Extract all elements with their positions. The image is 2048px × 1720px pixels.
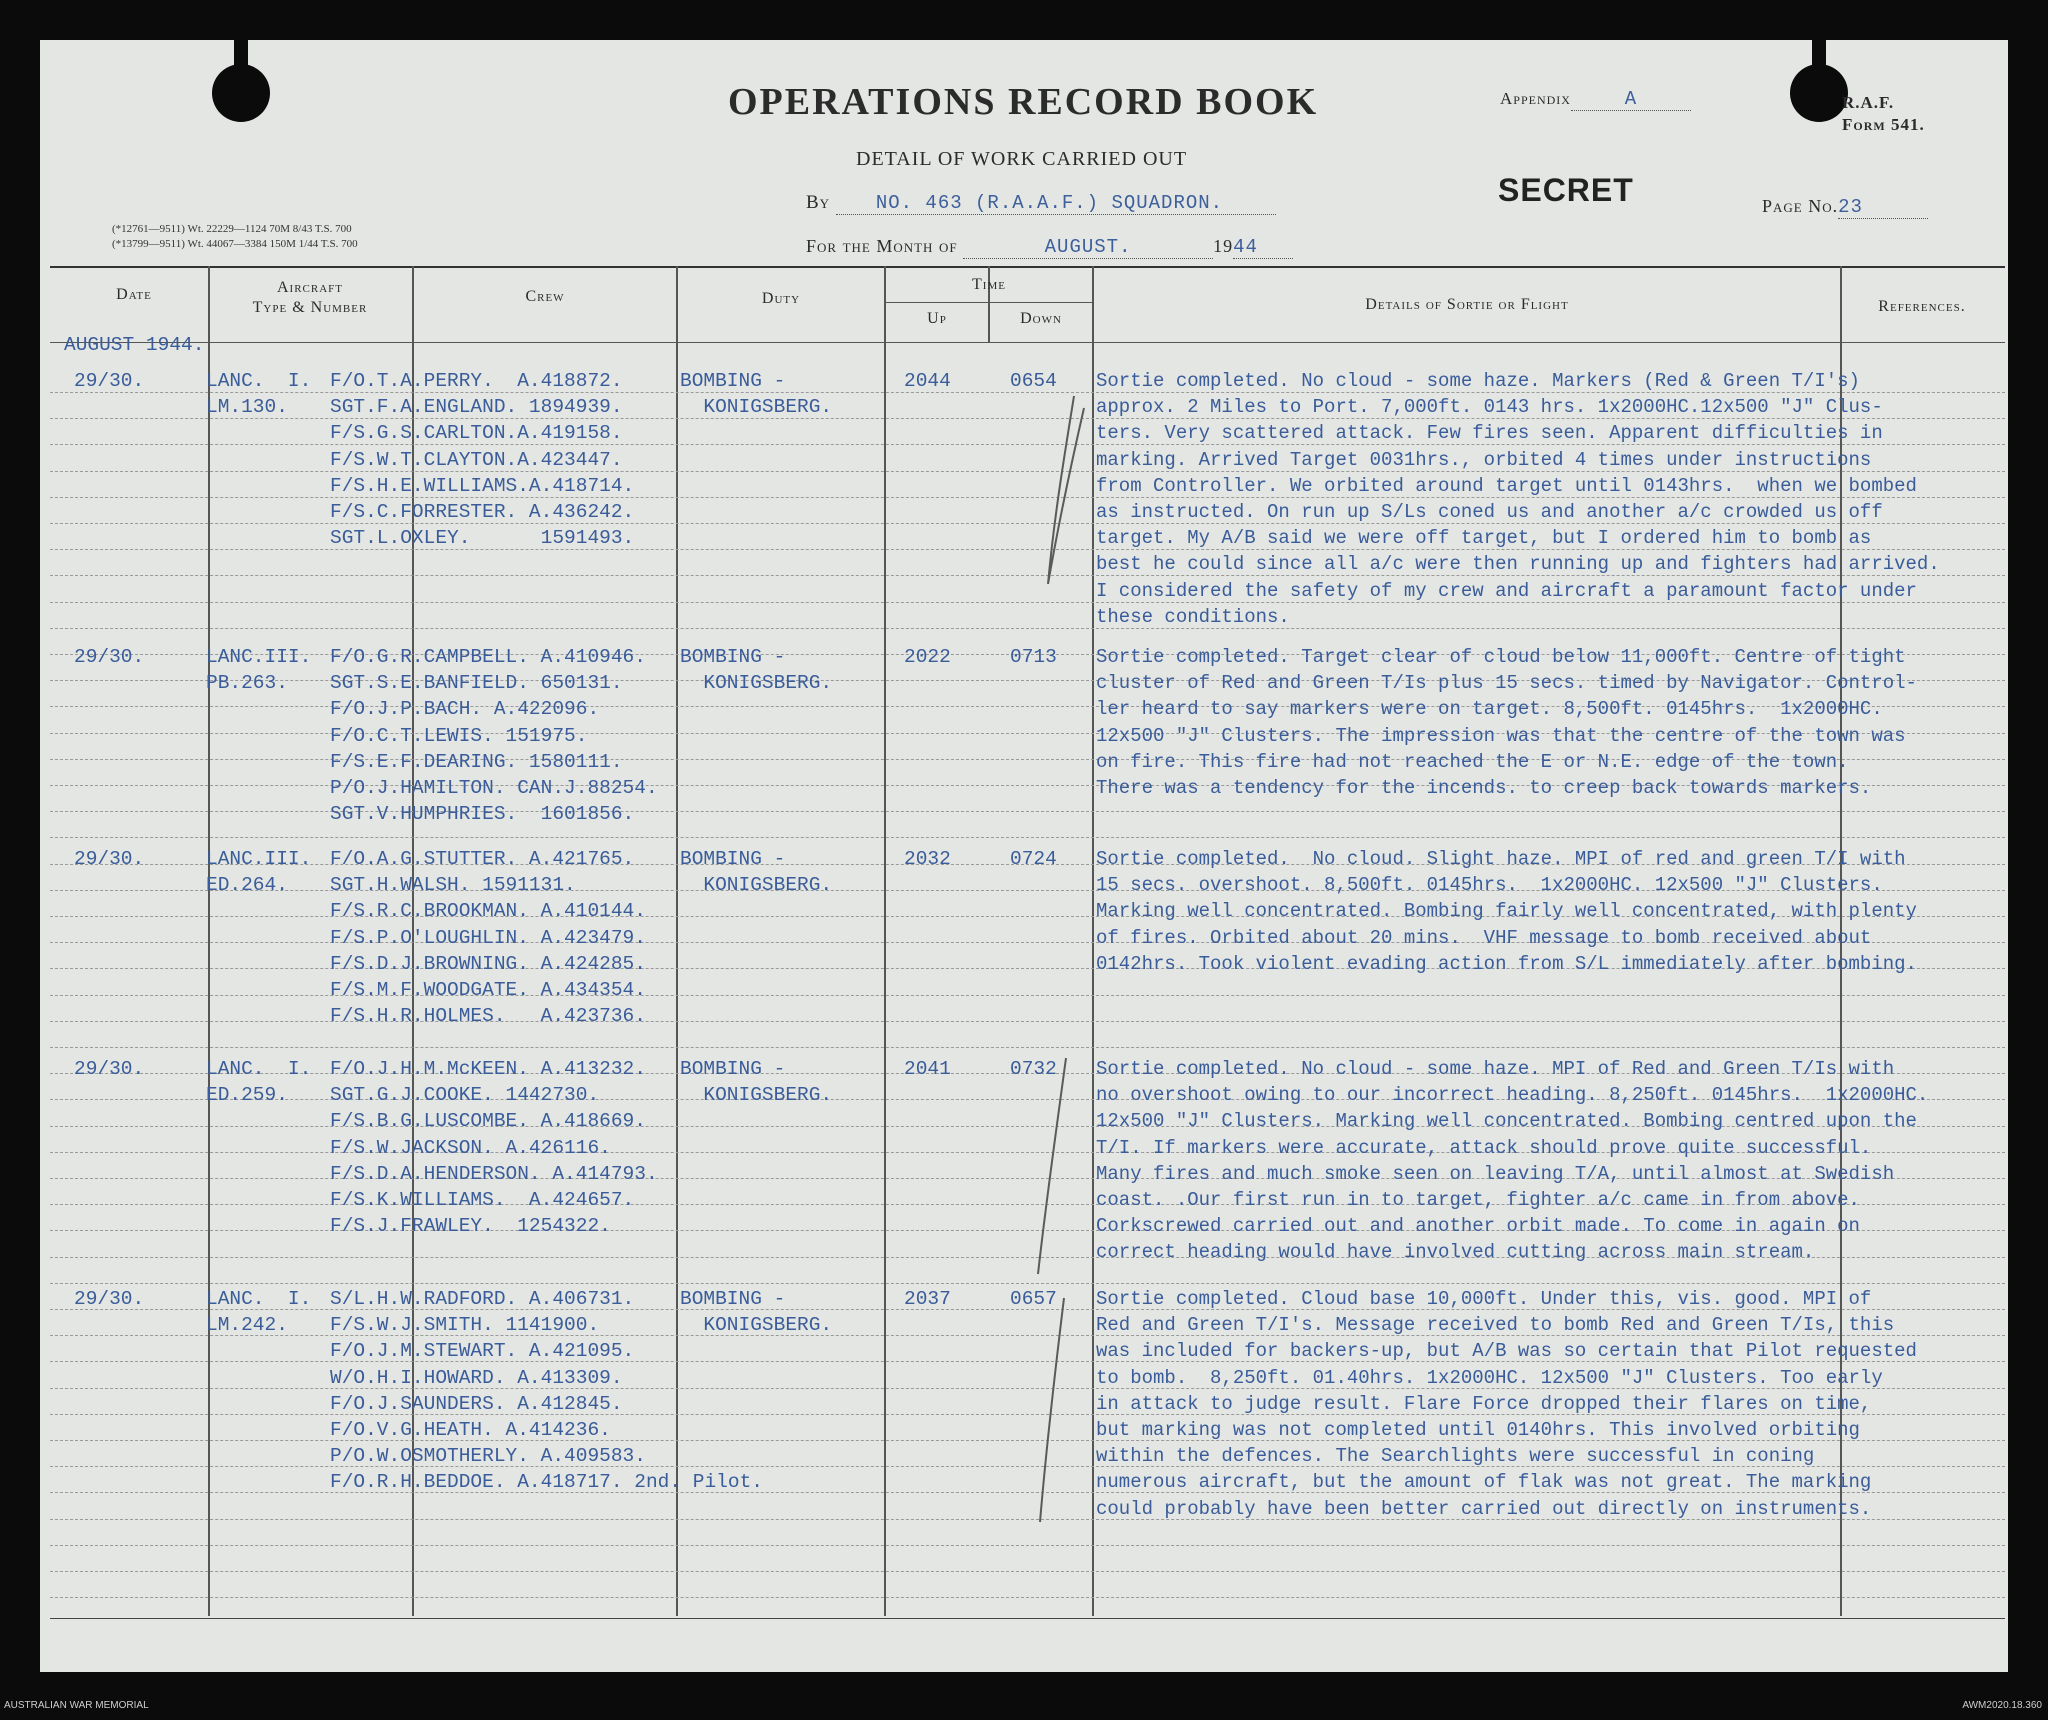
pencil-stroke (1032, 1290, 1072, 1530)
col-time: Time (972, 276, 1006, 293)
entry-up: 2037 (904, 1288, 951, 1310)
ruled-line (50, 1597, 2005, 1598)
form-line-1: R.A.F. (1842, 93, 1895, 112)
col-date: Date (116, 286, 152, 303)
ruled-line (50, 1283, 2005, 1284)
entry-duty: BOMBING - KONIGSBERG. (680, 370, 833, 419)
subtitle: DETAIL OF WORK CARRIED OUT (856, 148, 1188, 170)
time-subrule (884, 302, 1092, 303)
entry-duty: BOMBING - KONIGSBERG. (680, 1058, 833, 1107)
entry-details: Sortie completed. No cloud. Slight haze. MPI of red and green T/I with 15 secs. overshoot. 8,500ft. 0145hrs. 1x2000HC. 12x500 "J" Clusters. Marking well concentrated. Bombing fairly well concentrated, with plenty of fires. Orbited about 20 mins. VHF message to bomb received about 0142hrs. Took violent evading action from S/L immediately after bombing. (1096, 848, 1917, 975)
col-down: Down (1020, 310, 1062, 327)
page-title: OPERATIONS RECORD BOOK (728, 81, 1319, 123)
entry-crew: F/O.A.G.STUTTER. A.421765. SGT.H.WALSH. 1591131. F/S.R.C.BROOKMAN. A.410144. F/S.P.O'LOUGHLIN. A.423479. F/S.D.J.BROWNING. A.424285. F/S.M.F.WOODGATE. A.434354. F/S.H.R.HOLMES. A.423736. (330, 848, 646, 1028)
entry-up: 2044 (904, 370, 951, 392)
appendix-label: Appendix (1500, 89, 1571, 108)
entry-down: 0724 (1010, 848, 1057, 870)
pencil-stroke (1032, 1052, 1072, 1282)
entry-duty: BOMBING - KONIGSBERG. (680, 848, 833, 897)
entry-down: 0713 (1010, 646, 1057, 668)
form-line-2: Form 541. (1842, 115, 1925, 134)
appendix-field (1500, 88, 1691, 111)
entry-crew: F/O.J.H.M.McKEEN. A.413232. SGT.G.J.COOKE. 1442730. F/S.B.G.LUSCOMBE. A.418669. F/S.W.JACKSON. A.426116. F/S.D.A.HENDERSON. A.414793. F/S.K.WILLIAMS. A.424657. F/S.J.FRAWLEY. 1254322. (330, 1058, 658, 1238)
month-label: For the Month of (806, 236, 958, 256)
month-field (806, 236, 1293, 259)
month-value: AUGUST. (1044, 236, 1132, 258)
entry-down: 0732 (1010, 1058, 1057, 1080)
entry-duty: BOMBING - KONIGSBERG. (680, 1288, 833, 1337)
by-value: NO. 463 (R.A.A.F.) SQUADRON. (875, 192, 1224, 214)
entry-up: 2041 (904, 1058, 951, 1080)
entry-aircraft: LANC.III. ED.264. (206, 848, 312, 897)
entry-crew: F/O.T.A.PERRY. A.418872. SGT.F.A.ENGLAND. 1894939. F/S.G.S.CARLTON.A.419158. F/S.W.T.CLAYTON.A.423447. F/S.H.E.WILLIAMS.A.418714. F/S.C.FORRESTER. A.436242. SGT.L.OXLEY. 1591493. (330, 370, 635, 550)
entry-down: 0654 (1010, 370, 1057, 392)
page-label: Page No. (1762, 196, 1839, 216)
year-prefix: 19 (1213, 236, 1234, 256)
entry-crew: S/L.H.W.RADFORD. A.406731. F/S.W.J.SMITH. 1141900. F/O.J.M.STEWART. A.421095. W/O.H.I.HOWARD. A.413309. F/O.J.SAUNDERS. A.412845. F/O.V.G.HEATH. A.414236. P/O.W.OSMOTHERLY. A.409583. F/O.R.H.BEDDOE. A.418717. 2nd. Pilot. (330, 1288, 763, 1494)
col-crew: Crew (525, 288, 565, 305)
entry-details: Sortie completed. Target clear of cloud below 11,000ft. Centre of tight cluster of Red and Green T/Is plus 15 secs. timed by Navigator. Control- ler heard to say markers were on target. 8,500ft. 0145hrs. 1x2000HC. 12x500 "J" Clusters. The impression was that the centre of the town was on fire. This fire had not reached the E or N.E. edge of the town. There was a tendency for the incends. to creep back towards markers. (1096, 646, 1917, 800)
entry-date: 29/30. (74, 1288, 145, 1310)
col-aircraft (210, 278, 410, 318)
footer-accession-number: AWM2020.18.360 (1962, 1700, 2042, 1711)
secret-stamp: SECRET (1498, 172, 1634, 208)
page-value: 23 (1838, 196, 1863, 218)
page-number-field (1762, 196, 1928, 219)
entry-date: 29/30. (74, 1058, 145, 1080)
ruled-line (50, 1545, 2005, 1546)
binder-slot-left (234, 40, 248, 80)
entry-crew: F/O.G.R.CAMPBELL. A.410946. SGT.S.E.BANFIELD. 650131. F/O.J.P.BACH. A.422096. F/O.C.T.LEWIS. 151975. F/S.E.F.DEARING. 1580111. P/O.J.HAMILTON. CAN.J.88254. SGT.V.HUMPHRIES. 1601856. (330, 646, 658, 826)
col-aircraft-line2: Type & Number (252, 299, 368, 316)
entry-details: Sortie completed. Cloud base 10,000ft. Under this, vis. good. MPI of Red and Green T/I's. Message received to bomb Red and Green T/Is, this was included for backers-up, but A/B was so certain that Pilot requested to bomb. 8,250ft. 01.40hrs. 1x2000HC. 12x500 "J" Clusters. Too early in attack to judge result. Flare Force dropped their flares on time, but marking was not completed until 0140hrs. This involved orbiting within the defences. The Searchlights were successful in coning numerous aircraft, but the amount of flak was not great. The marking could probably have been better carried out directly on instruments. (1096, 1288, 1917, 1520)
entry-up: 2032 (904, 848, 951, 870)
section-label: AUGUST 1944. (64, 334, 205, 356)
entry-date: 29/30. (74, 646, 145, 668)
entry-aircraft: LANC. I. LM.130. (206, 370, 312, 419)
year-value: 44 (1233, 236, 1258, 258)
col-aircraft-line1: Aircraft (276, 279, 343, 296)
col-references: References. (1878, 298, 1966, 315)
ruled-line (50, 1047, 2005, 1048)
entry-date: 29/30. (74, 370, 145, 392)
entry-details: Sortie completed. No cloud - some haze. MPI of Red and Green T/Is with no overshoot owing to our incorrect heading. 8,250ft. 0145hrs. 1x2000HC. 12x500 "J" Clusters. Marking well concentrated. Bombing centred upon the T/I. If markers were accurate, attack should prove quite successful. Many fires and much smoke seen on leaving T/A, until almost at Swedish coast. .Our first run in to target, fighter a/c came in from above. Corkscrewed carried out and another orbit made. To come in again on correct heading would have involved cutting across main stream. (1096, 1058, 1929, 1264)
ruled-line (50, 837, 2005, 838)
col-up: Up (927, 310, 947, 327)
header-rule (50, 342, 2005, 343)
col-duty: Duty (761, 290, 801, 307)
appendix-value: A (1624, 88, 1638, 110)
entry-aircraft: LANC.III. PB.263. (206, 646, 312, 695)
by-field (806, 192, 1276, 215)
entry-date: 29/30. (74, 848, 145, 870)
pencil-check-mark (1034, 388, 1094, 598)
col-details: Details of Sortie or Flight (1365, 296, 1569, 313)
binder-slot-right (1812, 40, 1826, 80)
entry-up: 2022 (904, 646, 951, 668)
entry-duty: BOMBING - KONIGSBERG. (680, 646, 833, 695)
entry-aircraft: LANC. I. ED.259. (206, 1058, 312, 1107)
entry-aircraft: LANC. I. LM.242. (206, 1288, 312, 1337)
footer-archive-name: AUSTRALIAN WAR MEMORIAL (4, 1700, 149, 1711)
form-id (1842, 92, 1925, 136)
by-label: By (806, 192, 831, 213)
print-codes: (*12761—9511) Wt. 22229—1124 70M 8/43 T.S. 700 (*13799—9511) Wt. 44067—3384 150M 1/44 T.S. 700 (112, 223, 358, 250)
ruled-line (50, 1571, 2005, 1572)
entry-down: 0657 (1010, 1288, 1057, 1310)
entry-details: Sortie completed. No cloud - some haze. Markers (Red & Green T/I's) approx. 2 Miles to Port. 7,000ft. 0143 hrs. 1x2000HC.12x500 "J" Clus- ters. Very scattered attack. Few fires seen. Apparent difficulties in marking. Arrived Target 0031hrs., orbited 4 times under instructions from Controller. We orbited around target until 0143hrs. when we bombed as instructed. On run up S/Ls coned us and another a/c crowded us off target. My A/B said we were off target, but I ordered him to bomb as best he could since all a/c were then running up and fighters had arrived. I considered the safety of my crew and aircraft a paramount factor under these conditions. (1096, 370, 1940, 628)
